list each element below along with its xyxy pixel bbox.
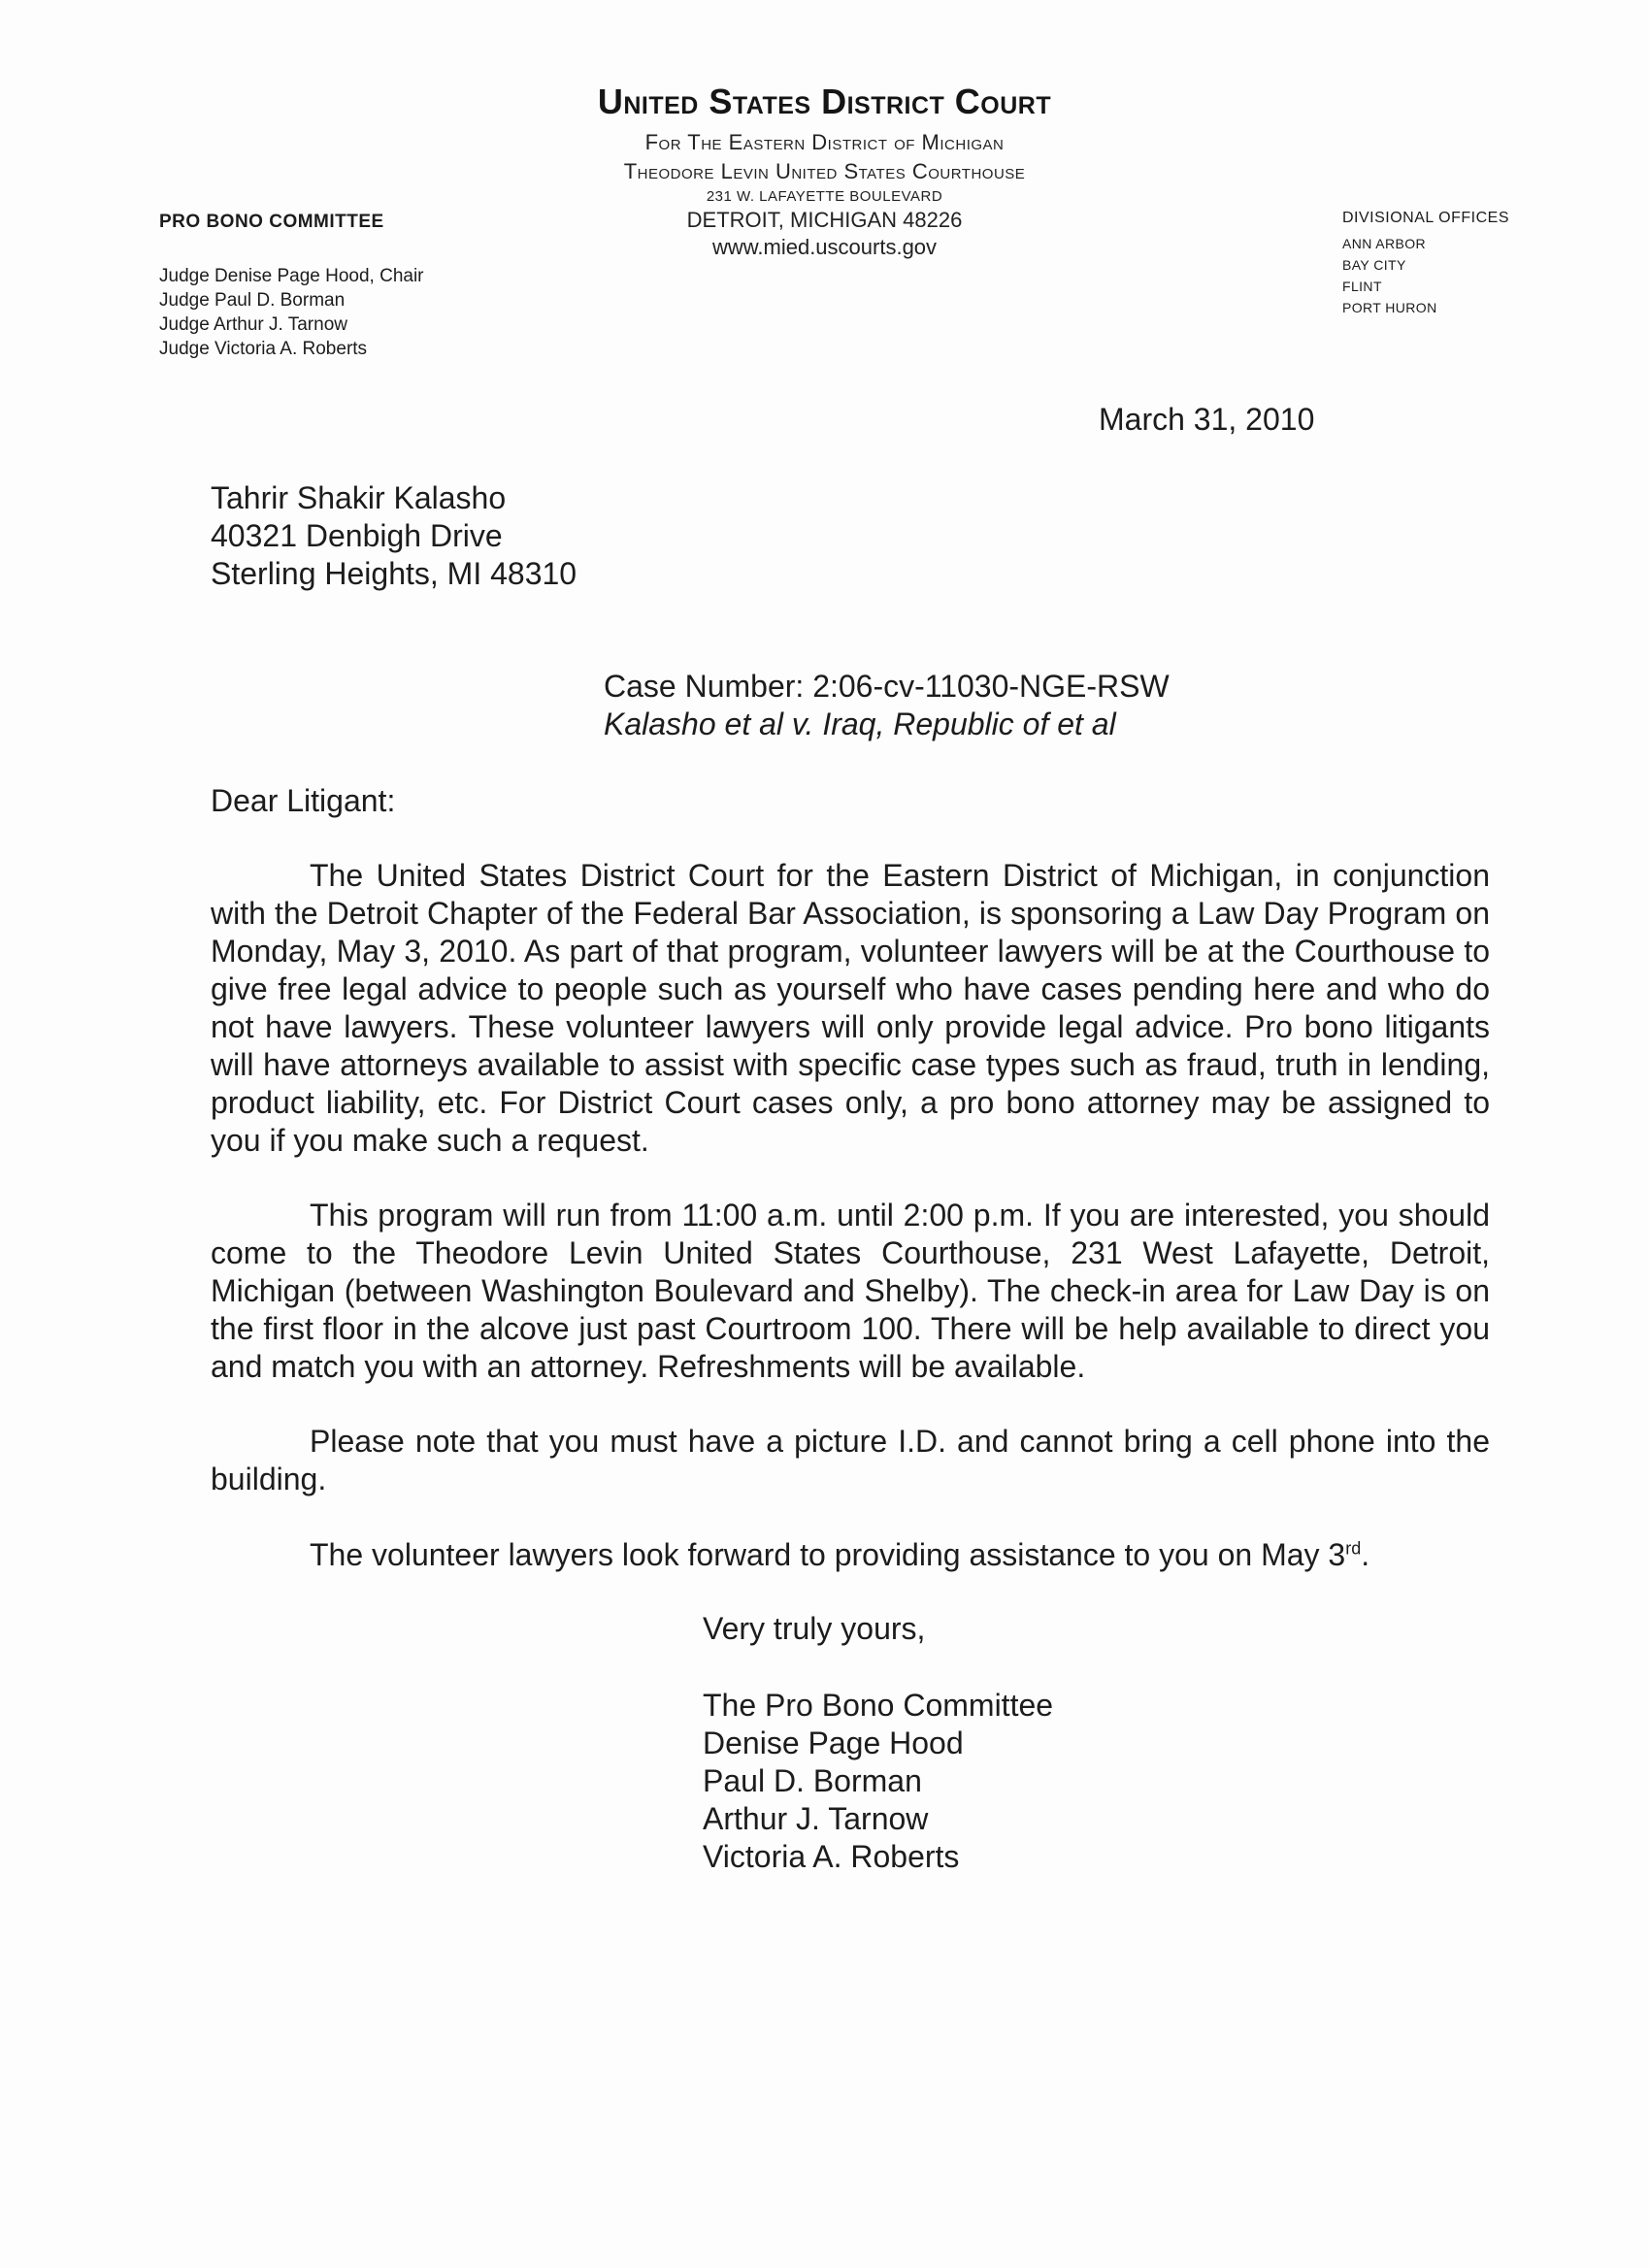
court-name: United States District Court [597,82,1052,121]
signatory: Paul D. Borman [703,1763,922,1798]
recipient-name: Tahrir Shakir Kalasho [211,480,507,515]
case-reference [604,668,1170,743]
signatory: The Pro Bono Committee [703,1688,1054,1723]
body-paragraph: This program will run from 11:00 a.m. until 2:00 p.m. If you are interested, you should come to the Theodore Levin United States Courthouse, 231 West Lafayette, Detroit, Michigan (between Washington Boulevard and Shelby). The check-in area for Law Day is on the first floor in the alcove just past Courtroom 100. There will be help available to direct you and match you with an attorney. Refreshments will be available. [211,1198,1490,1384]
court-city: DETROIT, MICHIGAN 48226 [686,208,963,232]
case-caption: Kalasho et al v. Iraq, Republic of et al [604,707,1116,741]
complimentary-close: Very truly yours, [703,1611,926,1646]
court-website: www.mied.uscourts.gov [711,235,938,259]
courthouse-name: Theodore Levin United States Courthouse [623,159,1026,183]
case-number: Case Number: 2:06-cv-11030-NGE-RSW [604,669,1170,704]
signatory: Victoria A. Roberts [703,1839,960,1874]
offices-list [1342,233,1437,318]
salutation: Dear Litigant: [211,783,396,818]
recipient-street: 40321 Denbigh Drive [211,518,503,553]
signatory: Arthur J. Tarnow [703,1801,929,1836]
recipient-address [211,479,577,593]
offices-heading: DIVISIONAL OFFICES [1342,210,1509,226]
office-location: ANN ARBOR [1342,236,1427,251]
ordinal-suffix: rd [1345,1538,1362,1559]
body-paragraph: Please note that you must have a picture I.D. and cannot bring a cell phone into the building. [211,1424,1490,1496]
office-location: FLINT [1342,279,1382,294]
committee-heading: PRO BONO COMMITTEE [159,212,384,232]
closing-paragraph [211,1536,1490,1574]
court-street: 231 W. LAFAYETTE BOULEVARD [706,188,943,205]
office-location: PORT HURON [1342,300,1437,315]
committee-member: Judge Paul D. Borman [159,290,346,311]
signatory: Denise Page Hood [703,1726,964,1760]
closing-paragraph-text: The volunteer lawyers look forward to providing assistance to you on May 3 [310,1537,1346,1572]
committee-member: Judge Arthur J. Tarnow [159,314,347,335]
committee-member: Judge Victoria A. Roberts [159,339,368,359]
body-paragraph: The United States District Court for the Eastern District of Michigan, in conjunction with the Detroit Chapter of the Federal Bar Association, is sponsoring a Law Day Program on Monday, May 3, 2010. As part of that program, volunteer lawyers will be at the Courthouse to give free legal advice to people such as yourself who have cases pending here and who do not have lawyers. These volunteer lawyers will only provide legal advice. Pro bono litigants will have attorneys available to assist with specific case types such as fraud, truth in lending, product liability, etc. For District Court cases only, a pro bono attorney may be assigned to you if you make such a request. [211,858,1490,1158]
signature-block [703,1687,1053,1876]
committee-members [159,264,424,361]
committee-member: Judge Denise Page Hood, Chair [159,266,424,286]
letter-date: March 31, 2010 [1099,402,1315,437]
court-district: For The Eastern District of Michigan [644,130,1005,154]
recipient-city: Sterling Heights, MI 48310 [211,556,577,591]
office-location: BAY CITY [1342,257,1406,273]
closing-paragraph-period: . [1361,1537,1370,1572]
